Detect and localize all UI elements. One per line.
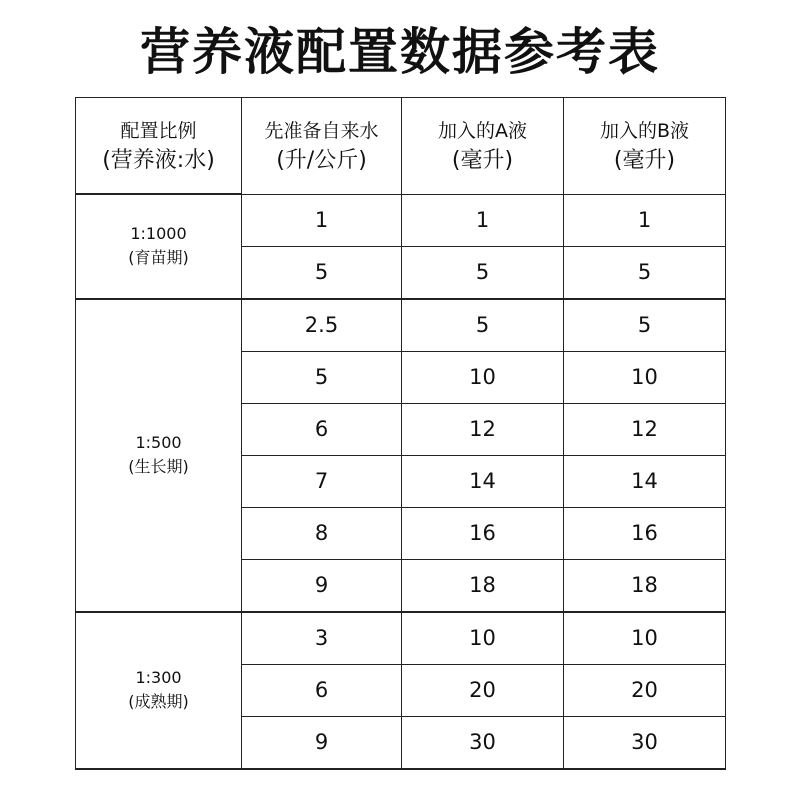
header-a-label: 加入的A液 bbox=[438, 119, 527, 142]
b-liquid-cell: 12 bbox=[564, 403, 726, 455]
page-title: 营养液配置数据参考表 bbox=[140, 23, 660, 81]
ratio-cell-seedling bbox=[76, 194, 242, 299]
water-cell: 2.5 bbox=[242, 299, 402, 352]
ratio-value: 1:500 bbox=[135, 433, 182, 452]
water-cell: 7 bbox=[242, 455, 402, 507]
a-liquid-cell: 5 bbox=[402, 299, 564, 352]
water-cell: 6 bbox=[242, 664, 402, 716]
header-water-label: 先准备自来水 bbox=[264, 119, 379, 142]
water-cell: 6 bbox=[242, 403, 402, 455]
water-cell: 5 bbox=[242, 351, 402, 403]
ratio-cell-maturity bbox=[76, 612, 242, 769]
a-liquid-cell: 5 bbox=[402, 246, 564, 299]
b-liquid-cell: 18 bbox=[564, 559, 726, 612]
a-liquid-cell: 12 bbox=[402, 403, 564, 455]
b-liquid-cell: 30 bbox=[564, 716, 726, 769]
a-liquid-cell: 10 bbox=[402, 351, 564, 403]
header-b-liquid bbox=[564, 98, 726, 195]
table-row bbox=[76, 299, 726, 352]
header-ratio-unit: (营养液:水) bbox=[102, 147, 215, 173]
b-liquid-cell: 5 bbox=[564, 246, 726, 299]
stage-label: (成熟期) bbox=[128, 692, 189, 711]
header-ratio-label: 配置比例 bbox=[120, 119, 197, 142]
water-cell: 3 bbox=[242, 612, 402, 665]
header-b-label: 加入的B液 bbox=[599, 119, 690, 142]
water-cell: 1 bbox=[242, 194, 402, 246]
a-liquid-cell: 20 bbox=[402, 664, 564, 716]
b-liquid-cell: 1 bbox=[564, 194, 726, 246]
a-liquid-cell: 16 bbox=[402, 507, 564, 559]
table-row bbox=[76, 194, 726, 246]
b-liquid-cell: 10 bbox=[564, 351, 726, 403]
water-cell: 5 bbox=[242, 246, 402, 299]
reference-table bbox=[75, 97, 726, 770]
table-row bbox=[76, 612, 726, 665]
a-liquid-cell: 1 bbox=[402, 194, 564, 246]
stage-label: (育苗期) bbox=[128, 248, 189, 268]
ratio-value: 1:300 bbox=[135, 668, 182, 687]
b-liquid-cell: 5 bbox=[564, 299, 726, 352]
b-liquid-cell: 10 bbox=[564, 612, 726, 665]
header-water bbox=[242, 98, 402, 195]
a-liquid-cell: 30 bbox=[402, 716, 564, 769]
header-a-liquid bbox=[402, 98, 564, 195]
header-a-unit: (毫升) bbox=[451, 147, 514, 173]
water-cell: 9 bbox=[242, 716, 402, 769]
b-liquid-cell: 20 bbox=[564, 664, 726, 716]
water-cell: 9 bbox=[242, 559, 402, 612]
ratio-cell-growth bbox=[76, 299, 242, 612]
header-water-unit: (升/公斤) bbox=[276, 147, 367, 173]
ratio-value: 1:1000 bbox=[130, 224, 187, 244]
stage-label: (生长期) bbox=[128, 457, 189, 476]
header-row bbox=[76, 98, 726, 195]
b-liquid-cell: 14 bbox=[564, 455, 726, 507]
a-liquid-cell: 18 bbox=[402, 559, 564, 612]
water-cell: 8 bbox=[242, 507, 402, 559]
header-b-unit: (毫升) bbox=[613, 147, 676, 173]
a-liquid-cell: 14 bbox=[402, 455, 564, 507]
a-liquid-cell: 10 bbox=[402, 612, 564, 665]
header-ratio bbox=[76, 98, 242, 195]
b-liquid-cell: 16 bbox=[564, 507, 726, 559]
